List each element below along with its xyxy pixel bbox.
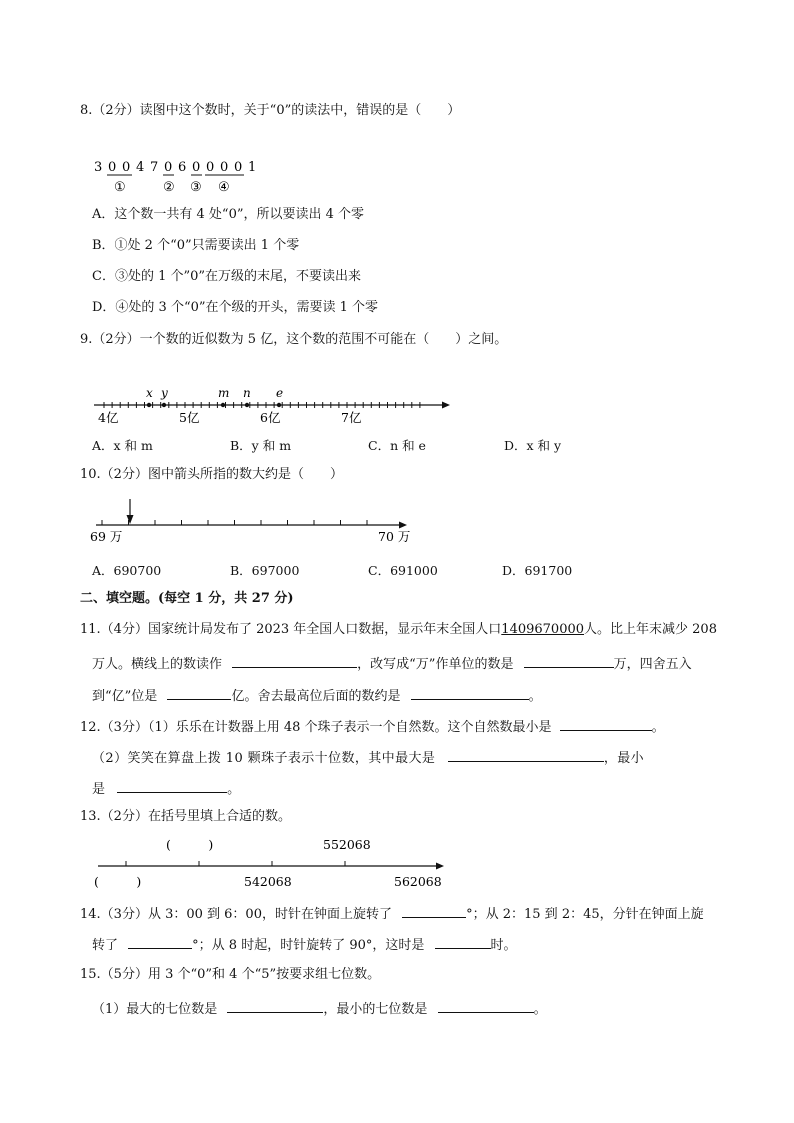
q13-axis-arrow (436, 863, 444, 870)
q11-blank-reading[interactable] (232, 654, 357, 668)
q9-stem: 9.（2分）一个数的近似数为 5 亿，这个数的范围不可能在（ ）之间。 (80, 332, 508, 347)
q13-top-value: 552068 (323, 837, 371, 852)
q9-tick-label-5yi: 5亿 (179, 410, 200, 425)
q10-option-a: A．690700 (92, 563, 162, 578)
q9-point-label-m: m (218, 386, 230, 400)
q15-blank-min[interactable] (438, 999, 534, 1013)
q9-tick-label-7yi: 7亿 (341, 410, 362, 425)
q10-option-d: D．691700 (502, 563, 573, 578)
q10-left-label: 69 万 (90, 529, 123, 544)
q12-line-3 (92, 779, 240, 798)
q15-line-1 (92, 999, 547, 1018)
q12-line-2 (92, 748, 644, 767)
q13-top-blank: ( ) (166, 837, 214, 852)
q10-pointer-arrow-head (127, 515, 134, 524)
q8-digit-2: 0 (122, 160, 131, 175)
q9-point-label-e: e (276, 386, 284, 400)
q10-option-c: C．691000 (368, 563, 438, 578)
q8-digit-11: 1 (248, 160, 257, 175)
q15-text-2: ，最小的七位数是 (323, 1002, 428, 1017)
q11-text-3: 万人。横线上的数读作 (92, 657, 223, 672)
q12-text-6: 。 (227, 782, 241, 797)
q11-text-2: 人。比上年末减少 208 (584, 622, 717, 637)
q10-axis-arrow (399, 522, 407, 529)
q14-text-5: 时。 (490, 938, 517, 953)
q8-stem: 8.（2分）读图中这个数时，关于“0”的读法中，错误的是（ ） (80, 103, 461, 118)
q9-axis-arrow (442, 402, 450, 409)
q9-option-a: A．x 和 m (92, 438, 153, 453)
q11-text-1: 11.（4分）国家统计局发布了 2023 年全国人口数据，显示年末全国人口 (80, 622, 502, 637)
q9-option-d: D．x 和 y (504, 438, 562, 453)
q9-number-line (90, 385, 460, 425)
q8-digit-5: 0 (164, 160, 173, 175)
q13-mid-value: 542068 (244, 874, 292, 889)
q8-digit-1: 0 (108, 160, 117, 175)
q8-mark-1: ① (114, 180, 126, 195)
q14-text-1: 14.（3分）从 3：00 到 6：00，时针在钟面上旋转了 (80, 907, 392, 922)
q14-blank-minute-angle[interactable] (128, 935, 192, 949)
q9-point-label-x: x (146, 386, 153, 400)
q9-option-b: B．y 和 m (230, 438, 292, 453)
q11-line-1 (80, 622, 717, 638)
q8-digit-7: 0 (192, 160, 201, 175)
q11-line-3 (92, 686, 542, 705)
q14-text-3: 转了 (92, 938, 119, 953)
q13-bottom-blank: ( ) (94, 874, 142, 889)
q14-blank-hour-angle[interactable] (402, 904, 466, 918)
q9-tick-label-6yi: 6亿 (260, 410, 281, 425)
q10-right-label: 70 万 (378, 529, 411, 544)
q8-option-a: A．这个数一共有 4 处“0”，所以要读出 4 个零 (92, 207, 365, 222)
q12-text-3: （2）笑笑在算盘上拨 10 颗珠子表示十位数，其中最大是 (92, 751, 436, 766)
q12-text-5: 是 (92, 782, 106, 797)
q12-blank-max[interactable] (448, 748, 604, 762)
q13-stem: 13.（2分）在括号里填上合适的数。 (80, 809, 291, 824)
q8-mark-3: ③ (190, 180, 202, 195)
q12-text-1: 12.（3分）（1）乐乐在计数器上用 48 个珠子表示一个自然数。这个自然数最小是 (80, 720, 552, 735)
section-2-heading: 二、填空题。(每空 1 分，共 27 分) (80, 591, 294, 606)
q11-blank-wan[interactable] (524, 654, 614, 668)
q8-digit-3: 4 (136, 160, 145, 175)
q11-text-5: 万，四舍五入 (613, 657, 692, 672)
q8-digit-figure (90, 158, 290, 198)
q11-blank-yi[interactable] (167, 686, 231, 700)
q11-text-8: 。 (528, 689, 542, 704)
q14-line-2 (92, 935, 517, 954)
q8-mark-2: ② (163, 180, 175, 195)
q14-line-1 (80, 904, 704, 923)
q13-right-value: 562068 (394, 874, 442, 889)
q12-line-1 (80, 717, 665, 736)
q15-text-1: （1）最大的七位数是 (92, 1002, 218, 1017)
q14-text-2: °；从 2：15 到 2：45，分针在钟面上旋 (466, 907, 704, 922)
q8-option-b: B．①处 2 个“0”只需要读出 1 个零 (92, 238, 300, 253)
q15-text-3: 。 (533, 1002, 547, 1017)
q8-digit-0: 3 (94, 160, 103, 175)
q8-option-d: D．④处的 3 个“0”在个级的开头，需要读 1 个零 (92, 300, 379, 315)
q12-blank-min[interactable] (117, 779, 227, 793)
q8-option-c: C．③处的 1 个”0”在万级的末尾，不要读出来 (92, 269, 362, 284)
q10-option-b: B．697000 (230, 563, 300, 578)
q9-point-x (147, 403, 151, 407)
q9-point-label-n: n (243, 386, 251, 400)
q8-mark-4: ④ (218, 180, 230, 195)
q12-blank-min-natural[interactable] (560, 717, 652, 731)
q8-digit-8: 0 (206, 160, 215, 175)
q9-tick-label-4yi: 4亿 (98, 410, 119, 425)
q11-text-6: 到“亿”位是 (92, 689, 158, 704)
q10-number-line (90, 497, 420, 547)
q11-text-4: ，改写成“万”作单位的数是 (357, 657, 514, 672)
q10-stem: 10.（2分）图中箭头所指的数大约是（ ） (80, 467, 343, 482)
q12-text-4: ，最小 (603, 751, 645, 766)
q10-ticks (102, 520, 367, 525)
q9-point-m (221, 403, 225, 407)
q11-blank-approx[interactable] (411, 686, 529, 700)
q11-line-2 (92, 654, 692, 673)
q12-text-2: 。 (651, 720, 665, 735)
q8-digit-9: 0 (220, 160, 229, 175)
q9-option-c: C．n 和 e (368, 438, 426, 453)
q13-ticks (126, 861, 345, 866)
q9-point-y (162, 403, 166, 407)
q15-blank-max[interactable] (227, 999, 323, 1013)
q14-text-4: °；从 8 时起，时针旋转了 90°，这时是 (192, 938, 425, 953)
q9-point-e (277, 403, 281, 407)
q8-digit-4: 7 (150, 160, 159, 175)
q15-stem: 15.（5分）用 3 个“0”和 4 个“5”按要求组七位数。 (80, 967, 381, 982)
q11-text-7: 亿。舍去最高位后面的数约是 (231, 689, 401, 704)
q9-point-label-y: y (161, 386, 168, 400)
q13-number-line (92, 834, 462, 890)
q14-blank-time[interactable] (435, 935, 491, 949)
q11-population-number: 1409670000 (501, 622, 585, 637)
q8-digit-6: 6 (178, 160, 187, 175)
q8-digit-10: 0 (234, 160, 243, 175)
q9-point-n (245, 403, 249, 407)
